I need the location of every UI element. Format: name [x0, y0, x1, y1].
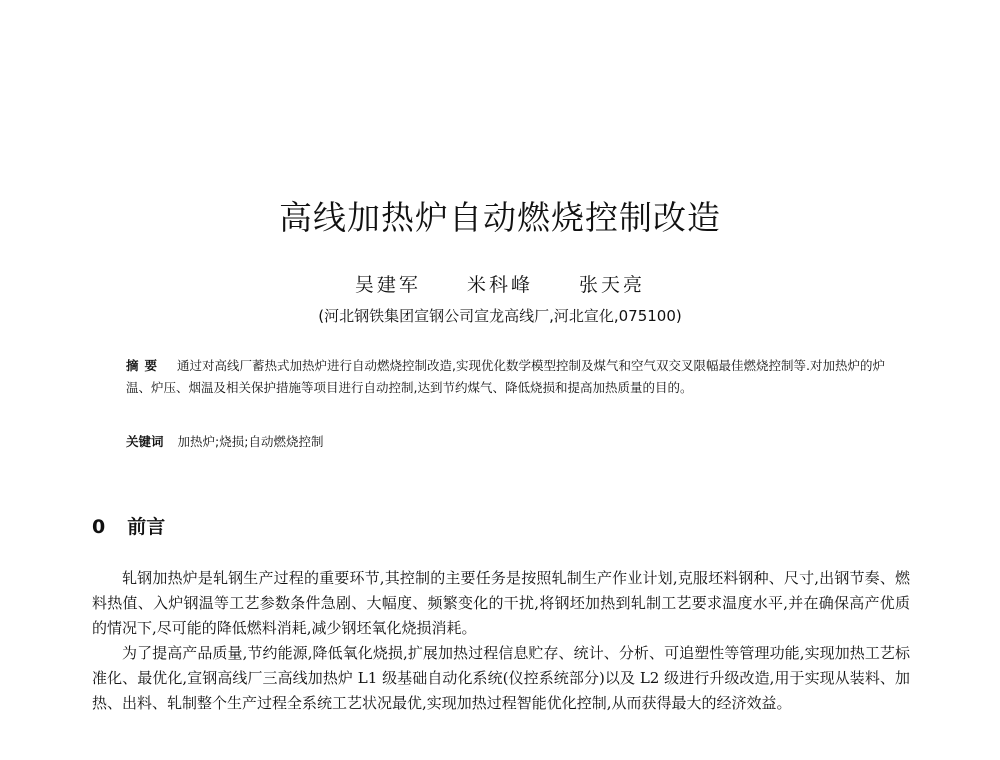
keywords-label: 关键词 — [126, 434, 164, 449]
section-number: 0 — [92, 516, 106, 538]
paragraph: 轧钢加热炉是轧钢生产过程的重要环节,其控制的主要任务是按照轧制生产作业计划,克服坯料钢种、尺寸,出钢节奏、燃料热值、入炉钢温等工艺参数条件急剧、大幅度、频繁变化的干扰,将钢坯加热到轧制工艺要求温度水平,并在确保高产优质的情况下,尽可能的降低燃料消耗,减少钢坯氧化烧损消耗。 — [92, 569, 910, 637]
author-name: 米科峰 — [466, 274, 533, 296]
author-name: 张天亮 — [579, 274, 646, 296]
paper-title: 高线加热炉自动燃烧控制改造 — [279, 198, 721, 237]
author-list — [0, 270, 1000, 297]
abstract — [126, 355, 886, 399]
affiliation: (河北钢铁集团宣钢公司宣龙高线厂,河北宣化,075100) — [318, 307, 682, 325]
section-heading — [92, 512, 165, 539]
abstract-label: 摘要 — [126, 358, 164, 373]
paragraph: 为了提高产品质量,节约能源,降低氧化烧损,扩展加热过程信息贮存、统计、分析、可追塑性等管理功能,实现加热工艺标准化、最优化,宣钢高线厂三高线加热炉 L1 级基础自动化系统(仪控系统部分)以及 L2 级进行升级改造,用于实现从装料、加热、出料、轧制整个生产过程全系统工艺状况最优,实现加热过程智能优化控制,从而获得最大的经济效益。 — [92, 644, 910, 712]
keywords-text: 加热炉;烧损;自动燃烧控制 — [177, 434, 324, 449]
author-name: 吴建军 — [354, 274, 421, 296]
keywords — [126, 432, 886, 450]
section-title: 前言 — [127, 516, 166, 538]
abstract-text: 通过对高线厂蓄热式加热炉进行自动燃烧控制改造,实现优化数学模型控制及煤气和空气双交叉限幅最佳燃烧控制等.对加热炉的炉温、炉压、烟温及相关保护措施等项目进行自动控制,达到节约煤气、降低烧损和提高加热质量的目的。 — [126, 358, 885, 395]
body-text — [92, 566, 910, 716]
